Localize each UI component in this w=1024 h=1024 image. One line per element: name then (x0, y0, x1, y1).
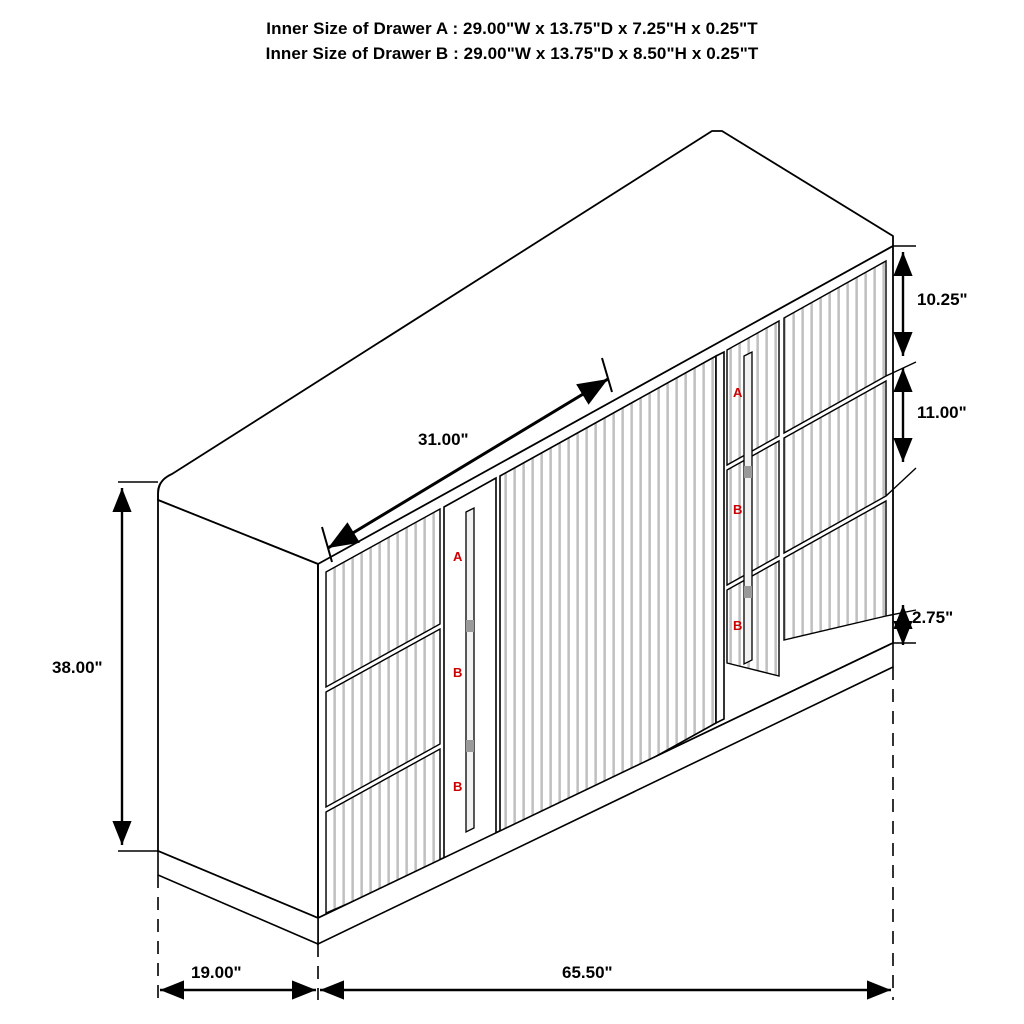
header-line-2: Inner Size of Drawer B : 29.00"W x 13.75"D x 8.50"H x 0.25"T (265, 44, 759, 63)
dim-label-bottom-width: 65.50" (562, 963, 613, 982)
handle-right-stack (744, 352, 752, 664)
dim-label-top-depth: 31.00" (418, 430, 469, 449)
dim-label-right-top: 10.25" (917, 290, 968, 309)
drawer-label-right-b1: B (733, 502, 743, 517)
drawer-label-left-a: A (453, 549, 463, 564)
dim-label-right-mid: 11.00" (917, 403, 967, 422)
drawer-label-left-b1: B (453, 665, 463, 680)
left-drawer-stack (326, 509, 440, 913)
dim-label-right-bottom: 2.75" (912, 608, 954, 627)
dim-label-left-height: 38.00" (52, 658, 103, 677)
drawer-label-right-a: A (733, 385, 743, 400)
header-line-1: Inner Size of Drawer A : 29.00"W x 13.75"D x 7.25"H x 0.25"T (266, 19, 758, 38)
dim-label-bottom-depth: 19.00" (191, 963, 242, 982)
center-door-right-stile (716, 352, 724, 723)
handle-left-mount-2 (466, 740, 474, 752)
handle-right-mount-2 (744, 586, 752, 598)
handle-right-mount-1 (744, 466, 752, 478)
drawer-label-left-b2: B (453, 779, 463, 794)
handle-left-mount-1 (466, 620, 474, 632)
drawer-label-right-b2: B (733, 618, 743, 633)
handle-left-stack (466, 508, 474, 832)
left-side-panel (158, 500, 318, 918)
